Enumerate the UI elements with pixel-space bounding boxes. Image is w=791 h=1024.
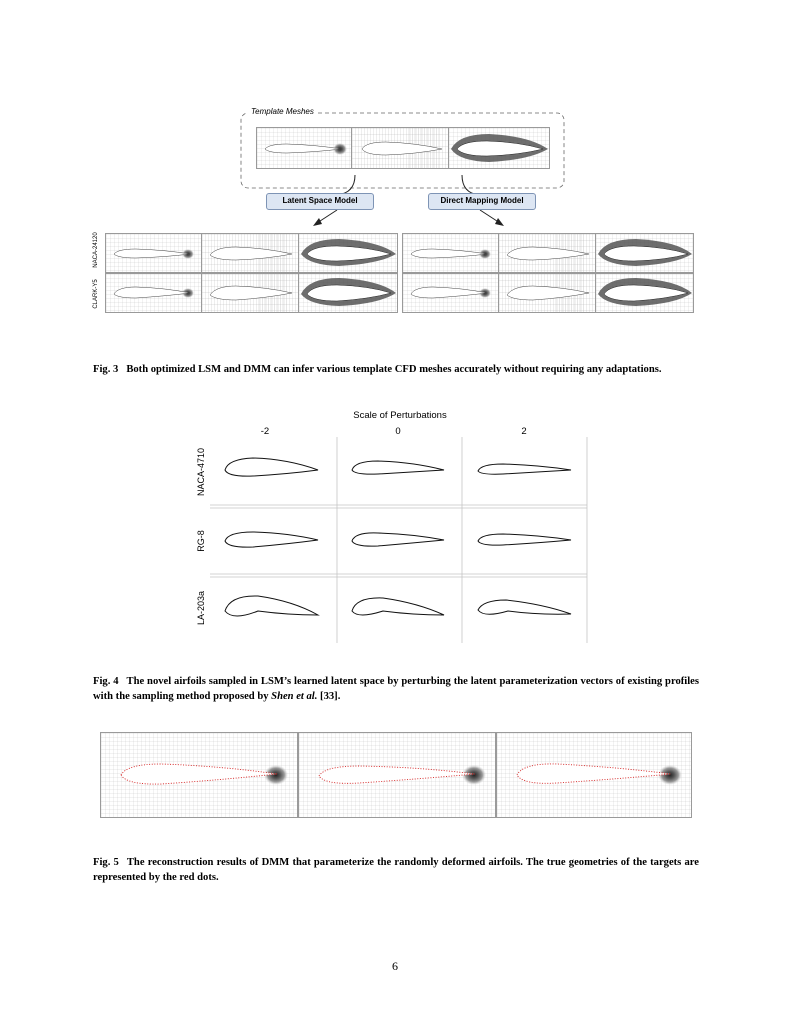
lsm-mesh-r2-c1 xyxy=(105,273,202,313)
template-mesh-2 xyxy=(351,127,449,169)
lsm-mesh-r1-c1 xyxy=(105,233,202,273)
fig3-caption xyxy=(93,362,699,377)
fig4-caption-text-1: The novel airfoils sampled in LSM’s learned latent space by perturbing the latent parameterization vectors of existing profiles with the sampling method proposed by xyxy=(93,676,699,702)
template-mesh-1 xyxy=(256,127,353,169)
lsm-mesh-r1-c3 xyxy=(298,233,398,273)
lsm-mesh-r2-c3 xyxy=(298,273,398,313)
dmm-mesh-r1-c3 xyxy=(595,233,694,273)
latent-space-model-box: Latent Space Model xyxy=(266,193,374,210)
template-mesh-3 xyxy=(448,127,550,169)
fig4-row-label-1: NACA-4710 xyxy=(196,447,206,497)
airfoil-naca4710-0 xyxy=(352,461,444,474)
dmm-mesh-r2-c1 xyxy=(402,273,499,313)
fig4-scale-0: 0 xyxy=(395,426,401,437)
fig4-caption-text-2: [33]. xyxy=(317,691,341,702)
airfoil-la203a-neg2 xyxy=(225,596,318,616)
airfoil-naca4710-neg2 xyxy=(225,458,318,476)
direct-mapping-model-box: Direct Mapping Model xyxy=(428,193,536,210)
fig4-row-label-2: RG-8 xyxy=(196,530,206,552)
figure-3 xyxy=(93,105,699,320)
fig4-caption xyxy=(93,674,699,704)
dmm-mesh-r2-c2 xyxy=(498,273,596,313)
dmm-mesh-r1-c1 xyxy=(402,233,499,273)
dmm-reconstruction-2 xyxy=(298,732,496,818)
fig5-caption-label: Fig. 5 xyxy=(93,857,119,868)
dmm-mesh-r1-c2 xyxy=(498,233,596,273)
fig4-axis-title: Scale of Perturbations xyxy=(353,410,447,421)
template-meshes-label: Template Meshes xyxy=(248,107,317,116)
dmm-reconstruction-3 xyxy=(496,732,692,818)
fig3-caption-label: Fig. 3 xyxy=(93,364,119,375)
fig5-caption xyxy=(93,855,699,885)
airfoil-la203a-2 xyxy=(478,600,571,614)
airfoil-naca4710-2 xyxy=(478,464,571,474)
fig3-row-label-1: NACA-24120 xyxy=(93,232,99,268)
airfoil-rg8-neg2 xyxy=(225,532,318,547)
figure-4 xyxy=(190,405,590,645)
fig3-row-label-2: CLARK-Y5 xyxy=(93,279,99,309)
page-number: 6 xyxy=(392,959,398,973)
lsm-mesh-r1-c2 xyxy=(201,233,299,273)
lsm-mesh-r2-c2 xyxy=(201,273,299,313)
airfoil-la203a-0 xyxy=(352,598,444,615)
fig3-caption-text: Both optimized LSM and DMM can infer various template CFD meshes accurately without requiring any adaptations. xyxy=(126,364,662,375)
fig4-scale-2: 2 xyxy=(521,426,527,437)
fig4-scale-neg2: -2 xyxy=(260,426,270,437)
dmm-mesh-r2-c3 xyxy=(595,273,694,313)
fig4-caption-citation-name: Shen et al. xyxy=(271,691,318,702)
fig4-row-label-3: LA-203a xyxy=(196,590,206,626)
fig4-caption-label: Fig. 4 xyxy=(93,676,119,687)
airfoil-rg8-2 xyxy=(478,534,571,545)
airfoil-rg8-0 xyxy=(352,533,444,546)
figure-5 xyxy=(100,732,692,818)
dmm-reconstruction-1 xyxy=(100,732,298,818)
fig5-caption-text: The reconstruction results of DMM that parameterize the randomly deformed airfoils. The true geometries of the targets are represented by the red dots. xyxy=(93,857,699,883)
fig4-airfoil-grid xyxy=(208,437,588,645)
